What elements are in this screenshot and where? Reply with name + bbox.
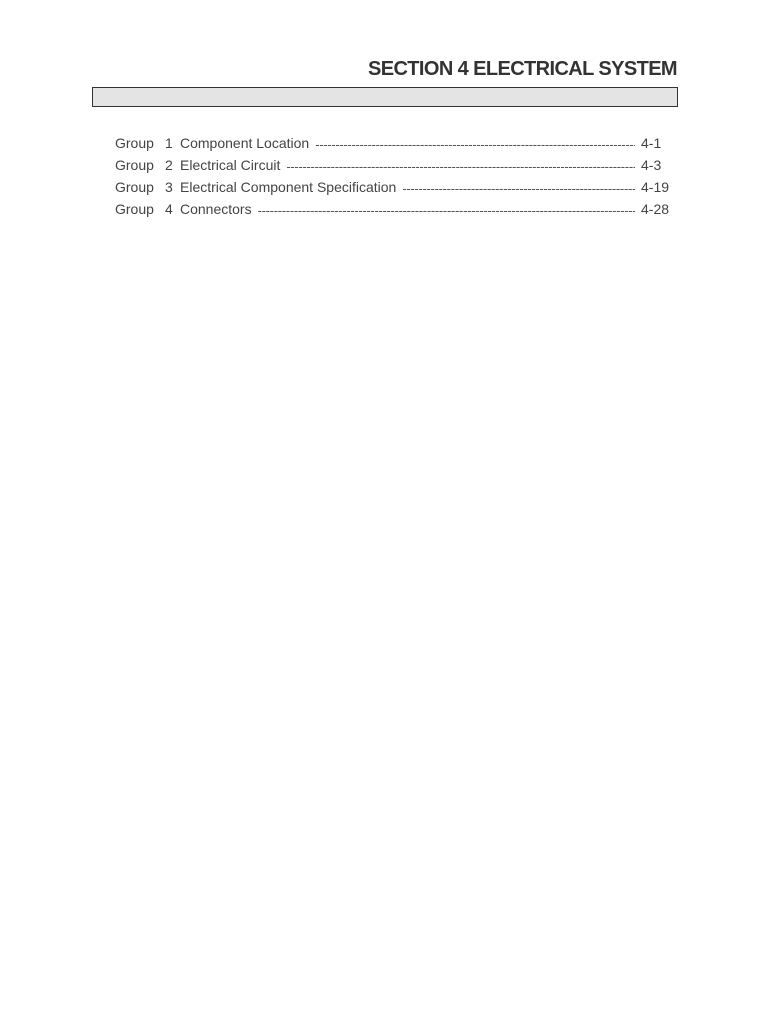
table-of-contents	[115, 135, 675, 223]
title-divider-bar	[92, 87, 678, 107]
toc-group-number: 3	[165, 179, 173, 195]
toc-page-number: 4-1	[641, 135, 662, 151]
toc-row-group-4[interactable]	[115, 201, 675, 223]
toc-group-label: Group	[115, 201, 154, 217]
toc-entry-title: Electrical Circuit	[180, 157, 281, 173]
toc-dot-leader	[315, 136, 635, 150]
toc-row-group-1[interactable]	[115, 135, 675, 157]
toc-dot-leader	[286, 158, 635, 172]
toc-dot-leader	[258, 202, 635, 216]
toc-group-number: 1	[165, 135, 173, 151]
toc-row-group-2[interactable]	[115, 157, 675, 179]
toc-dot-leader	[402, 180, 635, 194]
toc-group-label: Group	[115, 157, 154, 173]
toc-row-group-3[interactable]	[115, 179, 675, 201]
toc-entry-title: Connectors	[180, 201, 252, 217]
toc-page-number: 4-3	[641, 157, 662, 173]
toc-group-number: 2	[165, 157, 173, 173]
toc-entry-title: Electrical Component Specification	[180, 179, 397, 195]
toc-page-number: 4-28	[641, 201, 670, 217]
section-title: SECTION 4 ELECTRICAL SYSTEM	[367, 58, 677, 80]
toc-group-label: Group	[115, 135, 154, 151]
toc-group-number: 4	[165, 201, 173, 217]
toc-entry-title: Component Location	[180, 135, 310, 151]
toc-group-label: Group	[115, 179, 154, 195]
toc-page-number: 4-19	[641, 179, 670, 195]
